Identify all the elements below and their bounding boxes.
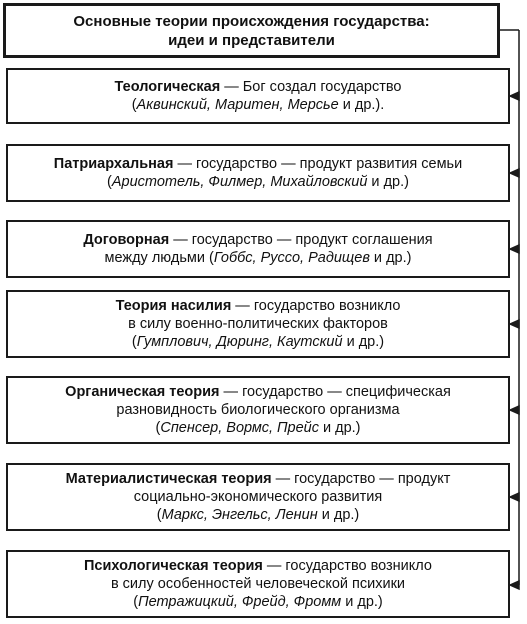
theory-box-organic	[6, 376, 510, 444]
theory-line	[54, 155, 462, 173]
theory-suffix: и др.)	[317, 507, 360, 523]
arrowhead-icon	[510, 92, 519, 100]
theory-suffix: и др.).	[338, 97, 385, 113]
theory-authors: Маркс, Энгельс, Ленин	[161, 507, 318, 523]
theory-name: Органическая теория	[65, 384, 220, 400]
theory-authors: Аристотель, Филмер, Михайловский	[111, 174, 368, 190]
theory-box-psychological	[6, 550, 510, 618]
theory-idea: — Бог создал государство	[220, 79, 402, 95]
theory-authors: Гоббс, Руссо, Радищев	[213, 250, 370, 266]
arrowhead-icon	[510, 245, 519, 253]
theory-idea: — государство возникло	[231, 298, 401, 314]
theory-idea: — государство — продукт соглашения	[169, 232, 433, 248]
theory-authors-line	[105, 249, 412, 267]
theory-authors-line: (Аристотель, Филмер, Михайловский и др.)	[107, 174, 409, 190]
theory-authors: Петражицкий, Фрейд, Фромм	[138, 594, 342, 610]
theory-authors-line: (Маркс, Энгельс, Ленин и др.)	[156, 507, 360, 523]
theory-idea: — государство — специфическая	[219, 384, 451, 400]
theory-name: Теория насилия	[115, 298, 232, 314]
theory-box-violence	[6, 290, 510, 358]
arrowhead-icon	[510, 581, 519, 589]
theory-line	[65, 383, 451, 401]
theory-idea-line: в силу особенностей человеческой психики	[110, 576, 406, 592]
theory-authors-line: (Спенсер, Вормс, Прейс и др.)	[155, 420, 361, 436]
theory-idea: — государство возникло	[262, 558, 432, 574]
theory-suffix: и др.)	[342, 334, 385, 350]
theory-name: Теологическая	[114, 79, 221, 95]
theory-authors-line: (Петражицкий, Фрейд, Фромм и др.)	[133, 594, 383, 610]
theory-name: Договорная	[83, 232, 170, 248]
theory-box-materialist	[6, 463, 510, 531]
theory-suffix: и др.)	[367, 174, 409, 190]
theory-authors-line: (Гумплович, Дюринг, Каутский и др.)	[131, 334, 385, 350]
theory-authors: Аквинский, Маритен, Мерсье	[136, 97, 339, 113]
theory-authors: Гумплович, Дюринг, Каутский	[136, 334, 343, 350]
arrowhead-icon	[510, 406, 519, 414]
theory-box-patriarchal	[6, 144, 510, 202]
arrowhead-icon	[510, 493, 519, 501]
theory-line	[66, 470, 451, 488]
theory-idea-line: социально-экономического развития	[133, 489, 383, 505]
theory-name: Материалистическая теория	[65, 471, 272, 487]
theory-suffix: и др.)	[369, 250, 412, 266]
diagram-title-box	[3, 3, 500, 58]
theory-idea-line: разновидность биологического организма	[116, 402, 400, 418]
theory-box-contract	[6, 220, 510, 278]
theory-idea: — государство — продукт	[271, 471, 451, 487]
arrowhead-icon	[510, 320, 519, 328]
theory-authors-line: (Аквинский, Маритен, Мерсье и др.).	[131, 97, 385, 113]
theory-authors: Спенсер, Вормс, Прейс	[160, 420, 319, 436]
theory-idea: — государство — продукт развития семьи	[173, 156, 463, 172]
theory-line	[83, 231, 432, 249]
title-line-2: идеи и представители	[168, 31, 335, 49]
arrowhead-icon	[510, 169, 519, 177]
theory-box-theological	[6, 68, 510, 124]
theory-line	[84, 557, 432, 575]
theory-line	[115, 78, 402, 96]
theory-name: Психологическая теория	[84, 558, 263, 574]
title-line-1: Основные теории происхождения государства:	[73, 12, 430, 30]
theory-line	[116, 297, 401, 315]
theory-idea-line: в силу военно-политических факторов	[128, 316, 388, 332]
theory-suffix: и др.)	[318, 420, 361, 436]
theory-idea-2: между людьми (	[104, 250, 214, 266]
theory-name: Патриархальная	[53, 156, 174, 172]
theory-suffix: и др.)	[341, 594, 383, 610]
